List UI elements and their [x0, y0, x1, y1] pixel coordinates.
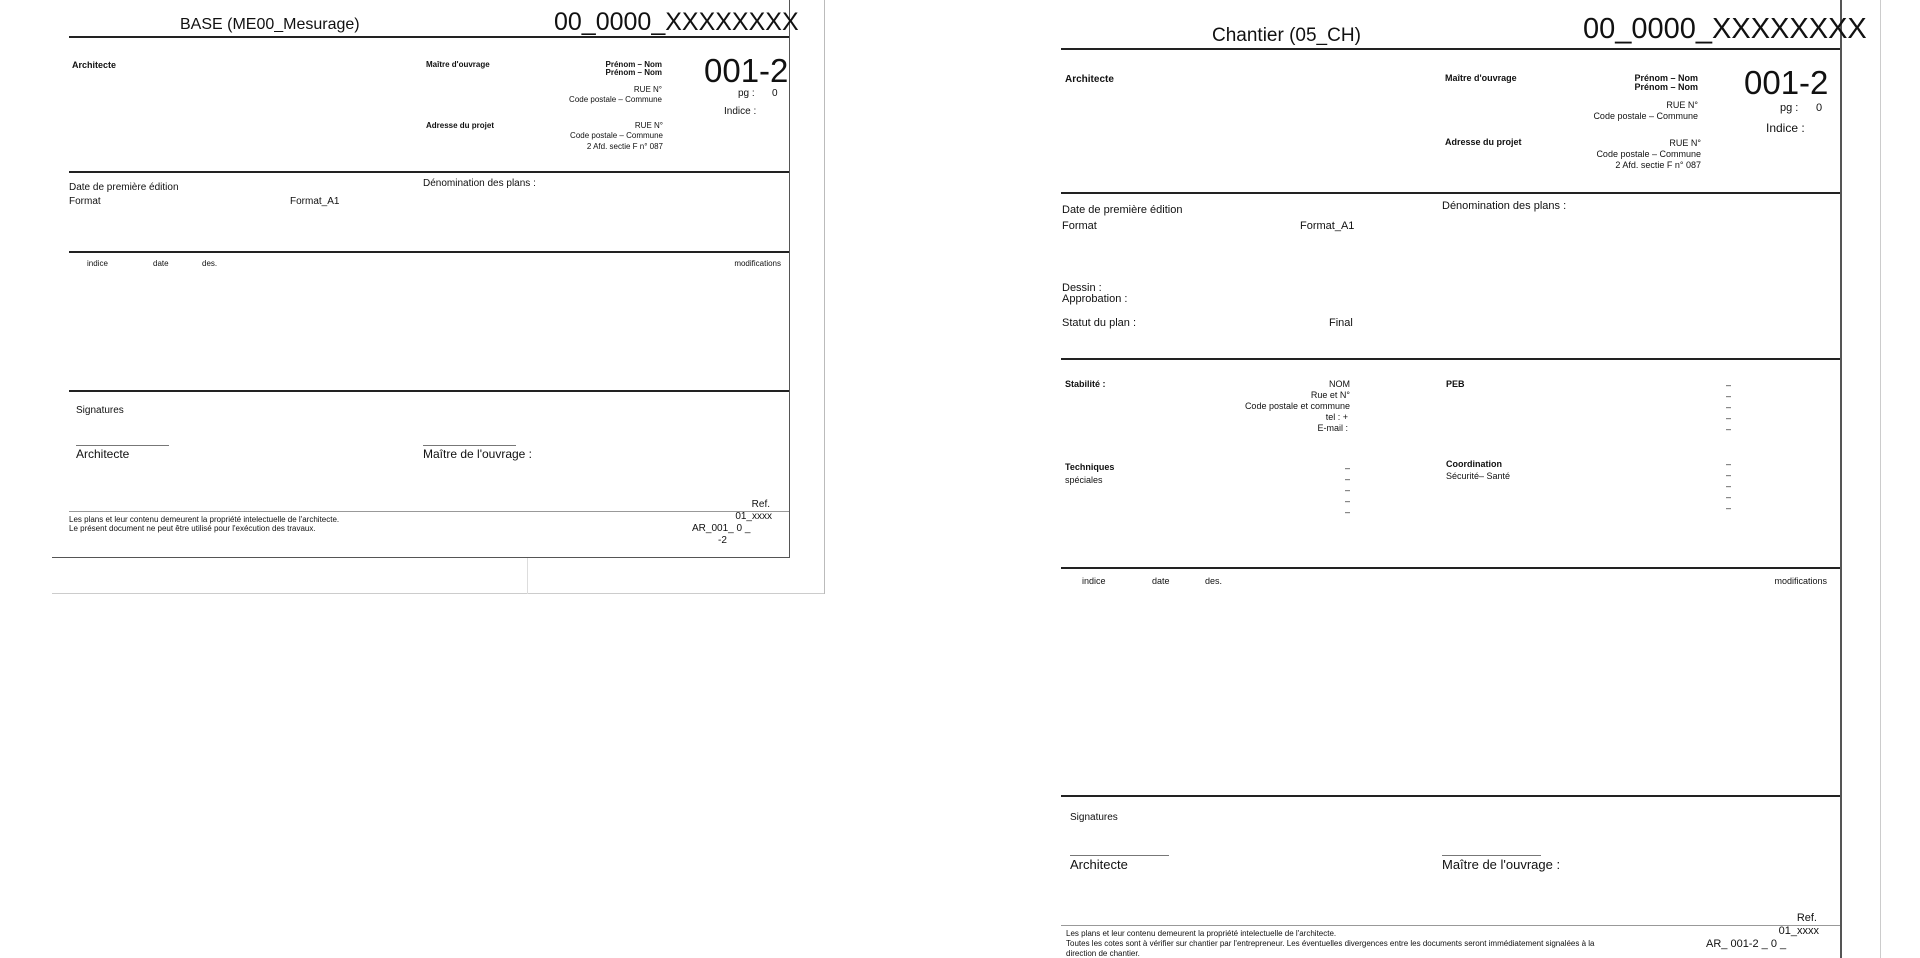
right-peb-dash-2: –: [1726, 391, 1732, 401]
left-sig-line-owner: [423, 445, 516, 446]
left-indice-label: Indice :: [724, 106, 757, 117]
right-peb-label: PEB: [1446, 379, 1465, 389]
right-footer-line1: Les plans et leur contenu demeurent la propriété intelectuelle de l'architecte.: [1066, 929, 1337, 938]
right-ref-line2: AR_ 001-2 _ 0 _: [1706, 938, 1787, 950]
right-first-edition-label: Date de première édition: [1062, 204, 1183, 216]
left-title-rule: [69, 36, 789, 38]
right-plan-number: 001-2: [1744, 64, 1829, 101]
right-techniques-label: Techniques: [1065, 462, 1115, 472]
right-rule-2: [1061, 358, 1840, 360]
right-tech-dash-4: –: [1345, 496, 1351, 506]
right-col-des: des.: [1205, 576, 1223, 586]
right-stab-tel: tel : +: [1325, 412, 1348, 422]
right-peb-dash-1: –: [1726, 380, 1732, 390]
right-signatures-label: Signatures: [1070, 812, 1118, 823]
right-project-code: 00_0000_XXXXXXXX: [1583, 13, 1867, 45]
left-footer-line1: Les plans et leur contenu demeurent la propriété intelectuelle de l'architecte.: [69, 515, 340, 524]
left-sheet-bottom-border: [52, 557, 789, 558]
right-peb-dash-4: –: [1726, 413, 1732, 423]
left-col-indice: indice: [87, 259, 108, 268]
left-page-right-edge: [824, 0, 825, 594]
left-architect-label: Architecte: [72, 60, 117, 70]
right-tech-dash-2: –: [1345, 474, 1351, 484]
right-ref-label: Ref.: [1796, 912, 1817, 924]
right-sig-architect: Architecte: [1070, 857, 1128, 872]
right-tech-dash-1: –: [1345, 463, 1351, 473]
left-col-date: date: [153, 259, 169, 268]
left-proj-cadastre: 2 Afd. sectie F n° 087: [586, 142, 663, 151]
right-footer-rule: [1061, 925, 1840, 926]
left-pg-label: pg :: [738, 88, 755, 99]
right-ref-line1: 01_xxxx: [1778, 925, 1819, 937]
right-owner-name1: Prénom – Nom: [1634, 73, 1698, 83]
right-denomination-label: Dénomination des plans :: [1442, 200, 1567, 212]
right-sig-line-owner: [1442, 855, 1541, 856]
right-proj-street: RUE N°: [1669, 138, 1701, 148]
right-stabilite-label: Stabilité :: [1065, 379, 1106, 389]
right-stab-email: E-mail :: [1317, 423, 1348, 433]
right-format-value: Format_A1: [1300, 220, 1355, 232]
right-sheet-border: [1840, 0, 1842, 958]
left-sig-architect: Architecte: [76, 447, 130, 461]
right-pg-value: 0: [1816, 102, 1823, 114]
right-rule-3: [1061, 567, 1840, 569]
left-owner-label: Maître d'ouvrage: [426, 60, 490, 69]
left-rule-2: [69, 251, 789, 253]
right-architect-label: Architecte: [1065, 74, 1114, 85]
right-statut-value: Final: [1329, 317, 1353, 329]
right-sig-owner: Maître de l'ouvrage :: [1442, 857, 1561, 872]
right-coord-dash-1: –: [1726, 459, 1732, 469]
left-owner-street: RUE N°: [633, 85, 662, 94]
right-peb-dash-3: –: [1726, 402, 1732, 412]
left-page-bottom-edge: [52, 593, 824, 594]
left-project-address-label: Adresse du projet: [426, 121, 495, 130]
right-stab-city: Code postale et commune: [1244, 401, 1350, 411]
right-tech-dash-3: –: [1345, 485, 1351, 495]
right-page-edge: [1880, 0, 1881, 958]
left-footer-rule: [69, 511, 789, 512]
right-coord-dash-2: –: [1726, 470, 1732, 480]
right-footer-line3: direction de chantier.: [1066, 949, 1140, 958]
left-col-des: des.: [202, 259, 218, 268]
right-col-indice: indice: [1082, 576, 1106, 586]
left-owner-city: Code postale – Commune: [569, 95, 662, 104]
left-ref-line1: 01_xxxx: [735, 511, 772, 522]
right-sig-line-architect: [1070, 855, 1169, 856]
left-proj-city: Code postale – Commune: [570, 131, 663, 140]
right-rule-1: [1061, 192, 1840, 194]
right-coord-dash-5: –: [1726, 503, 1732, 513]
left-col-modifications: modifications: [734, 259, 781, 268]
left-owner-name1: Prénom – Nom: [605, 60, 662, 69]
left-sheet-right-border: [789, 0, 790, 558]
left-format-value: Format_A1: [290, 196, 340, 207]
right-title-rule: [1061, 48, 1840, 50]
right-coord-dash-4: –: [1726, 492, 1732, 502]
left-plan-number: 001-2: [704, 52, 789, 89]
right-proj-cadastre: 2 Afd. sectie F n° 087: [1615, 160, 1701, 170]
left-sig-line-architect: [76, 445, 169, 446]
left-first-edition-label: Date de première édition: [69, 182, 179, 193]
right-tech-dash-5: –: [1345, 507, 1351, 517]
right-project-address-label: Adresse du projet: [1445, 137, 1522, 147]
left-denomination-label: Dénomination des plans :: [423, 178, 536, 189]
right-sheet-title: Chantier (05_CH): [1212, 25, 1361, 46]
right-format-label: Format: [1062, 220, 1097, 232]
left-pg-value: 0: [772, 88, 778, 99]
right-col-date: date: [1152, 576, 1170, 586]
right-owner-label: Maître d'ouvrage: [1445, 73, 1517, 83]
right-pg-label: pg :: [1780, 102, 1799, 114]
right-speciales-label: spéciales: [1065, 475, 1103, 485]
right-dessin-label: Dessin :: [1062, 282, 1102, 294]
left-sheet-title: BASE (ME00_Mesurage): [180, 16, 360, 33]
left-rule-3: [69, 390, 789, 392]
right-owner-name2: Prénom – Nom: [1634, 82, 1698, 92]
left-footer-line2: Le présent document ne peut être utilisé pour l'exécution des travaux.: [69, 524, 316, 533]
left-project-code: 00_0000_XXXXXXXX: [554, 8, 799, 36]
right-indice-label: Indice :: [1766, 121, 1805, 135]
left-rule-1: [69, 171, 789, 173]
right-owner-city: Code postale – Commune: [1593, 111, 1698, 121]
right-footer-line2: Toutes les cotes sont à vérifier sur chantier par l'entrepreneur. Les éventuelles divergences entre les documents seront immédiatement signalées à la: [1066, 939, 1595, 948]
right-rule-4: [1061, 795, 1840, 797]
right-peb-dash-5: –: [1726, 424, 1732, 434]
right-stab-nom: NOM: [1329, 379, 1350, 389]
right-stab-rue: Rue et N°: [1310, 390, 1350, 400]
right-statut-label: Statut du plan :: [1062, 317, 1136, 329]
right-proj-city: Code postale – Commune: [1596, 149, 1701, 159]
right-col-modifications: modifications: [1774, 576, 1827, 586]
right-coord-dash-3: –: [1726, 481, 1732, 491]
right-coordination-label: Coordination: [1446, 459, 1502, 469]
left-signatures-label: Signatures: [76, 405, 124, 416]
left-owner-name2: Prénom – Nom: [605, 68, 662, 77]
right-securite-label: Sécurité– Santé: [1446, 471, 1511, 481]
left-proj-street: RUE N°: [634, 121, 663, 130]
right-approbation-label: Approbation :: [1062, 293, 1128, 305]
left-ref-line3: -2: [718, 535, 727, 546]
left-ref-label: Ref.: [751, 499, 770, 510]
left-tile-divider: [527, 558, 528, 594]
left-ref-line2: AR_001_ 0 _: [692, 523, 751, 534]
right-owner-street: RUE N°: [1666, 100, 1698, 110]
left-format-label: Format: [69, 196, 101, 207]
left-sig-owner: Maître de l'ouvrage :: [423, 447, 533, 461]
